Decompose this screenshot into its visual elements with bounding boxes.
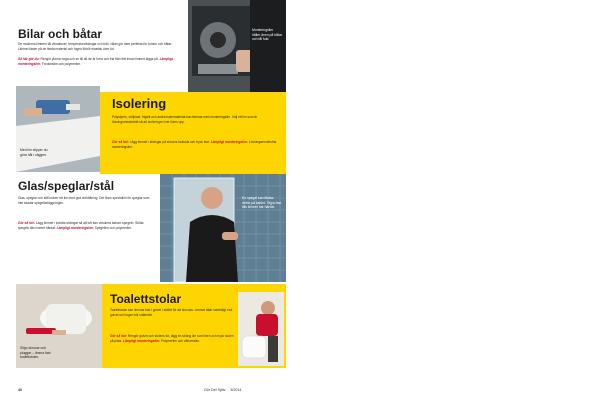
warn-text: Polymerlim och våtrumslim. — [161, 338, 201, 343]
insulation-photo-image — [16, 86, 100, 172]
section-body-insulation: Polystyren, cellplast, frigolit och andra isolermaterial kan limmas med monteringslim. Välj ett lim som är lösningsmedelsfritt så att isoleringen inte löses upp. — [112, 115, 258, 124]
warn-text: Spegellim och polymerlim. — [94, 225, 132, 230]
tip-label: Gör så här: — [110, 334, 128, 338]
section-tip-toilets — [110, 334, 234, 343]
section-body-glass: Glas, speglar och stål kräver ett lim med god vidhäftning. Det finns speciallim för speglar som inte skadar spegelbeläggningen. — [18, 196, 150, 205]
car-photo — [188, 0, 286, 92]
warn-label: Lämpligt monteringslim: — [210, 140, 248, 144]
toilet-install-image — [238, 292, 284, 366]
toilet-photo — [16, 284, 102, 368]
section-title-insulation: Isolering — [112, 96, 167, 111]
car-photo-image — [188, 0, 286, 92]
warn-label: Lämpligt monteringslim: — [122, 338, 161, 343]
tip-label: Så här gör du: — [18, 57, 40, 61]
toilet-photo-caption: Slipp skruvar och pluggar – limma fast toalettstolen. — [20, 346, 51, 360]
tip-label: Gör så här: — [112, 140, 130, 144]
mirror-photo-caption: En spegel kan fästas direkt på kaklet. Tejpa fast tills limmet har härdat. — [242, 196, 282, 210]
page-number: 40 — [18, 388, 22, 392]
insulation-photo-caption: Med lim slipper du göra hål i väggen. — [20, 148, 48, 157]
issue-number: 3/2014 — [230, 388, 242, 392]
section-tip-insulation — [112, 140, 278, 149]
section-body-toilets: Toalettstolar kan limmas fast i golvet i stället för att skruvas. Limmet tätar samtidigt mot golvet och fogen blir vattentät. — [110, 308, 233, 317]
tip-label: Gör så här: — [18, 221, 36, 225]
section-body-cars: De moderna limmen tål vibrationer, temperaturväxlingar och fukt, vilket gör dem perfekta för fordon och båtar. Limmet fäster på de flesta material och fogen förblir elastisk över tid. — [18, 42, 172, 51]
mirror-photo — [160, 174, 286, 282]
insulation-photo — [16, 86, 100, 172]
tip-text: Rengör golvet och stolens fot, lägg en sträng lim runt foten och tryck stolen på plats. — [110, 334, 234, 343]
magazine-name: Gör Det Själv — [204, 388, 226, 392]
warn-text: Lösningsmedelsfria monteringslim. — [112, 140, 277, 149]
tip-text: Lägg limmet i lodräta strängar så att luft kan cirkulera bakom spegeln. Stötta spegeln tills limmet härdat. — [18, 221, 144, 230]
tip-text: Lägg limmet i strängar på skivans baksida och tryck fast. — [129, 140, 210, 144]
magazine-page — [16, 0, 286, 400]
car-photo-caption: Monteringslim håller även på båtar och tål fukt. — [252, 28, 282, 42]
warn-label: Lämpligt monteringslim: — [18, 57, 173, 66]
section-tip-glass — [18, 221, 152, 230]
section-title-cars: Bilar och båtar — [18, 27, 103, 41]
mirror-photo-image — [160, 174, 286, 282]
warn-label: Lämpligt monteringslim: — [56, 225, 94, 230]
footer-magazine — [204, 388, 241, 392]
section-title-glass: Glas/speglar/stål — [18, 179, 115, 193]
warn-text: Fordonslim och polymerlim. — [41, 61, 81, 66]
section-title-toilets: Toalettstolar — [110, 292, 182, 306]
toilet-install-photo — [238, 292, 284, 366]
tip-text: Rengör ytorna noga och se till att de är torra och fria från fett innan limmet läggs på. — [40, 57, 159, 61]
section-tip-cars — [18, 57, 178, 66]
